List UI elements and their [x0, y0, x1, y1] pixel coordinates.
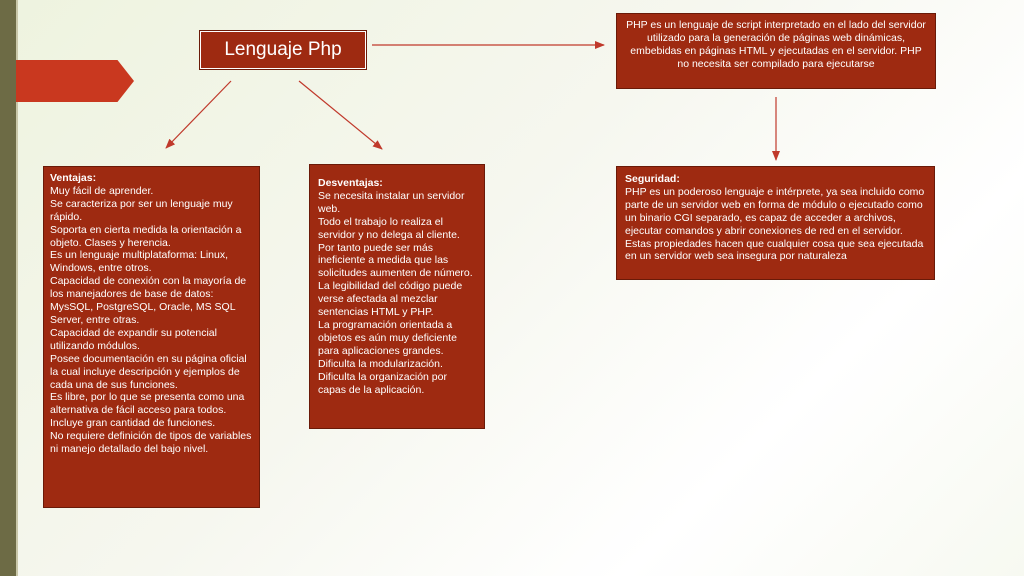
arrow-title-to-desventajas [299, 81, 382, 149]
definition-text: PHP es un lenguaje de script interpretado en el lado del servidor utilizado para la generación de páginas web dinámicas, embebidas en páginas HTML y ejecutadas en el servidor. PHP no necesita ser compilado para ejecutarse [626, 19, 926, 70]
seguridad-box [616, 166, 935, 280]
ventajas-item: Muy fácil de aprender. [50, 184, 154, 197]
ventajas-item: Soporta en cierta medida la orientación a objeto. Clases y herencia. [50, 223, 242, 249]
ventajas-item: Posee documentación en su página oficial la cual incluye descripción y ejemplos de cada una de sus funciones. [50, 352, 247, 391]
desventajas-item: La programación orientada a objetos es aún muy deficiente para aplicaciones grandes. [318, 318, 457, 357]
ventajas-item: Capacidad de conexión con la mayoría de los manejadores de base de datos: MysSQL, PostgreSQL, Oracle, MS SQL Server, entre otras. [50, 275, 247, 326]
ventajas-item: Se caracteriza por ser un lenguaje muy rápido. [50, 197, 233, 223]
definition-box [616, 13, 936, 89]
title-box [200, 31, 366, 69]
desventajas-item: La legibilidad del código puede verse afectada al mezclar sentencias HTML y PHP. [318, 280, 463, 319]
desventajas-item: Todo el trabajo lo realiza el servidor y no delega al cliente. Por tanto puede ser más ineficiente a medida que las solicitudes aumenten de número. [318, 215, 473, 280]
ventajas-item: Es un lenguaje multiplataforma: Linux, Windows, entre otros. [50, 249, 229, 275]
arrow-title-to-ventajas [166, 81, 231, 148]
desventajas-item: Dificulta la modularización. [318, 357, 443, 370]
ventajas-item: Capacidad de expandir su potencial utilizando módulos. [50, 326, 217, 352]
desventajas-item: Dificulta la organización por capas de la aplicación. [318, 370, 447, 396]
ventajas-item: Es libre, por lo que se presenta como una alternativa de fácil acceso para todos. [50, 391, 245, 417]
title-text: Lenguaje Php [224, 39, 342, 60]
ventajas-item: Incluye gran cantidad de funciones. [50, 417, 216, 430]
seguridad-text: PHP es un poderoso lenguaje e intérprete, ya sea incluido como parte de un servidor web en forma de módulo o ejecutado como un binario CGI separado, es capaz de acceder a archivos, ejecutar comandos y abrir conexiones de red en el servidor. Estas propiedades hacen que cualquier cosa que sea ejecutada en un servidor web sea insegura por naturaleza [625, 185, 925, 263]
desventajas-heading: Desventajas: [318, 177, 383, 189]
ventajas-box [43, 166, 260, 508]
desventajas-box [309, 164, 485, 429]
desventajas-item: Se necesita instalar un servidor web. [318, 189, 465, 215]
ventajas-item: No requiere definición de tipos de variables ni manejo detallado del bajo nivel. [50, 430, 252, 456]
ventajas-heading: Ventajas: [50, 172, 97, 184]
seguridad-heading: Seguridad: [625, 173, 680, 185]
